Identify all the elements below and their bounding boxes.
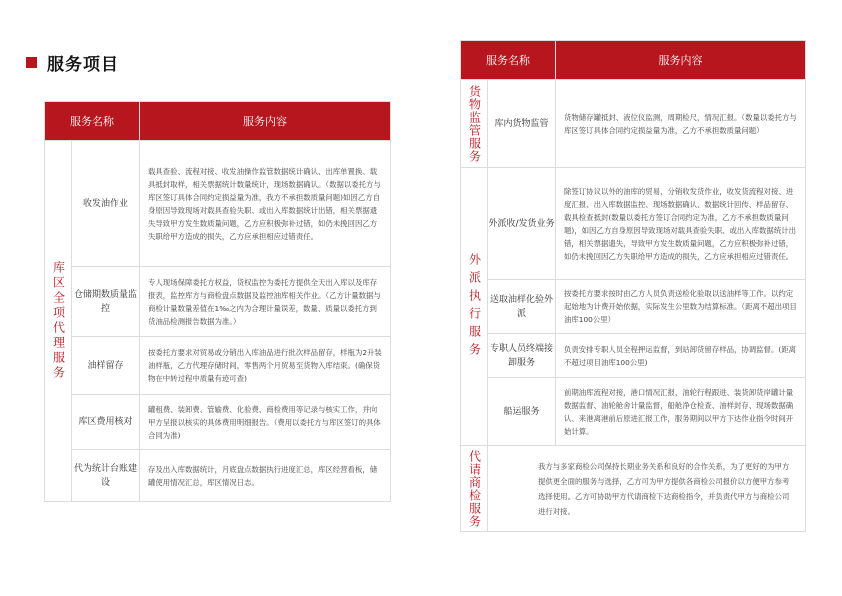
right-service-table bbox=[460, 40, 806, 532]
row-content: 负责安排专职人员全程押运监督，到站卸货留存样品，协调监督。(距离不超过项目油库100公里) bbox=[556, 334, 806, 378]
left-table-header bbox=[45, 102, 391, 141]
row-name: 仓储期数质量监控 bbox=[72, 267, 140, 337]
row-content: 按委托方要求按时由乙方人员负责送检化验取以送油样等工作。以约定起始地为计费开始依据，实际发生公里数为结算标准。（距离不超出项目油库100公里） bbox=[556, 280, 806, 334]
table-row bbox=[461, 334, 806, 378]
table-row bbox=[45, 395, 391, 450]
inspection-content: 我方与多家商检公司保持长期业务关系和良好的合作关系，为了更好的为甲方提供更全面的服务与选择，乙方可为甲方提供各商检公司报价以方便甲方参考选择使用。乙方可协助甲方代请商检下达商检指令，并负责代甲方与商检公司进行对接。 bbox=[488, 446, 806, 532]
row-name: 专职人员终端接卸服务 bbox=[488, 334, 556, 378]
row-name: 油样留存 bbox=[72, 337, 140, 395]
row-name: 库内货物监管 bbox=[488, 80, 556, 168]
left-header-content: 服务内容 bbox=[140, 102, 391, 141]
left-header-name: 服务名称 bbox=[45, 102, 140, 141]
right-category-supervision: 货物监管服务 bbox=[461, 80, 488, 168]
page-title: 服务项目 bbox=[47, 55, 119, 75]
row-content: 存及出入库数据统计，月底盘点数据执行进度汇总，库区经营看板，储罐使用情况汇总，库区情况日志。 bbox=[140, 450, 391, 502]
title-square-icon bbox=[26, 57, 37, 68]
row-name: 送取油样化验外派 bbox=[488, 280, 556, 334]
row-name: 收发油作业 bbox=[72, 141, 140, 267]
left-category: 库区全项代理服务 bbox=[45, 141, 72, 502]
table-row bbox=[461, 446, 806, 532]
row-name: 外派收/发货业务 bbox=[488, 168, 556, 280]
row-name: 库区费用核对 bbox=[72, 395, 140, 450]
right-header-content: 服务内容 bbox=[556, 41, 806, 80]
table-row bbox=[45, 450, 391, 502]
row-content: 罐租费、装卸费、管输费、化验费、商检费用等记录与核实工作，并向甲方呈报以核实的具体费用明细报告。（费用以委托方与库区签订的具体合同为准) bbox=[140, 395, 391, 450]
table-row bbox=[461, 280, 806, 334]
right-category-dispatch: 外派执行服务 bbox=[461, 168, 488, 446]
row-name: 代为统计台账建设 bbox=[72, 450, 140, 502]
row-content: 货物储存罐抵封、液位仪监测，周期检尺，情况汇报。（数量以委托方与库区签订具体合同约定损益量为准，乙方不承担数质量问题） bbox=[556, 80, 806, 168]
left-service-table bbox=[44, 101, 391, 502]
right-header-name: 服务名称 bbox=[461, 41, 556, 80]
table-row bbox=[45, 267, 391, 337]
table-row bbox=[45, 337, 391, 395]
row-content: 专人现场保障委托方权益，货权监控为委托方提供全天出入库以及库存报表，监控库方与商检盘点数据及监控油库相关作业。（乙方计量数据与商检计量数量差值在1‰之内为合理计量误差，数量、质量以委托方到货油品检测报告数据为准。） bbox=[140, 267, 391, 337]
table-row bbox=[461, 378, 806, 446]
row-content: 按委托方要求对贸易或分销出入库油品进行批次样品留存，样瓶为2升装油样瓶，乙方代理存储时间，零售两个月贸易至货物入库结束。(确保货物在中转过程中质量有迹可查) bbox=[140, 337, 391, 395]
right-table-header bbox=[461, 41, 806, 80]
row-content: 载具查验、流程对接、收发油操作监管数据统计确认、出库单置换、载具抵封取样，相关票据统计数量统计，现场数据确认。（数据以委托方与库区签订具体合同约定损益量为准，我方不承担数质量问题)如因乙方自身原因导致现场对载具查验失职、或出入库数据统计出错，相关票据遗失导致甲方发生数质量问题，乙方应积极弥补过错，如仍未挽回因乙方失职给甲方造成的损失，乙方应承担相应过错责任。 bbox=[140, 141, 391, 267]
table-row bbox=[461, 168, 806, 280]
page-heading bbox=[26, 50, 119, 75]
table-row bbox=[45, 141, 391, 267]
right-category-inspection: 代请商检服务 bbox=[461, 446, 488, 532]
row-content: 除签订协议以外的油库的贸易，分销收发货作业，收发货流程对接、进度汇报、出入库数据监控、现场数据确认、数据统计回传、样品留存、载具检查抵封(数量以委托方签订合同约定为准，乙方不承担数质量问题)，如因乙方自身原因导致现场对载具查验失职、或出入库数据统计出错，相关票据遗失，导致甲方发生数质量问题，乙方应积极弥补过错，如仍未挽回因乙方失职给甲方造成的损失，乙方应承担相应过错责任。 bbox=[556, 168, 806, 280]
table-row bbox=[461, 80, 806, 168]
row-content: 前期油库流程对接，港口情况汇报，油轮行程跟进、装货卸货岸罐计量数据监督、油轮舱舍计量监督，船舱净仓检查、油样封存、现场数据确认、来港离港前后原进汇报工作，服务期间以甲方下达作业指令时间开始计算。 bbox=[556, 378, 806, 446]
row-name: 船运服务 bbox=[488, 378, 556, 446]
